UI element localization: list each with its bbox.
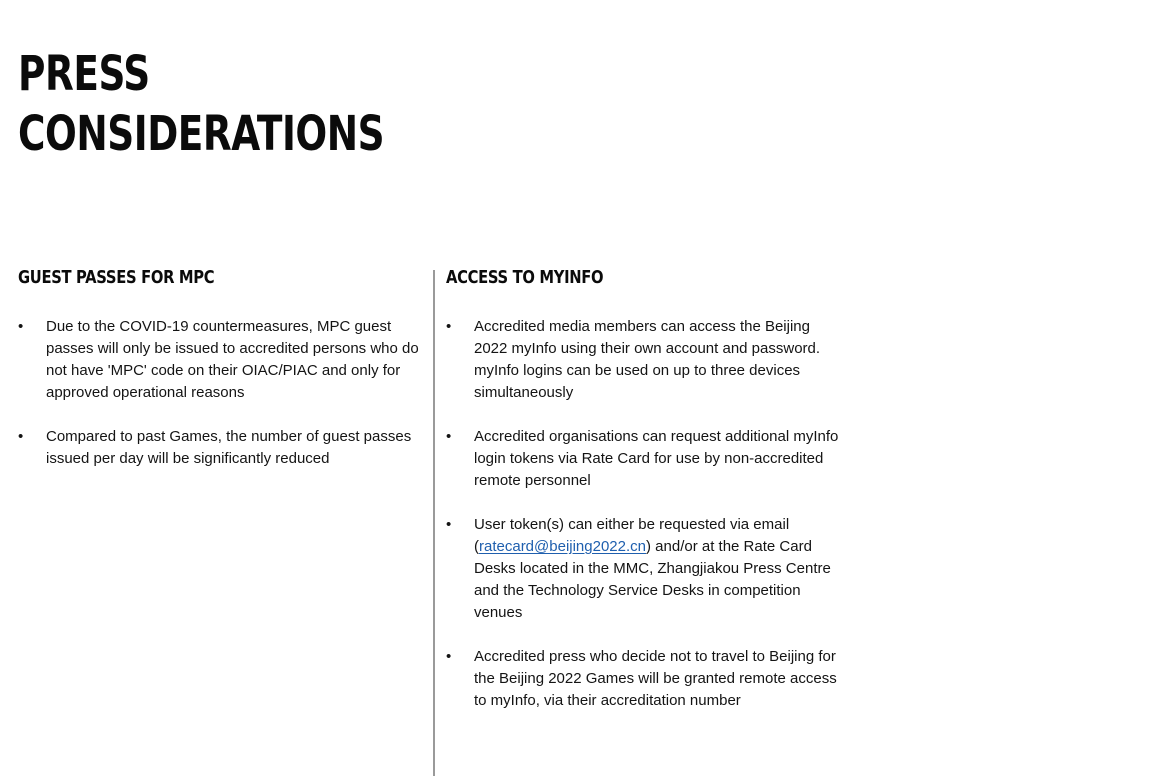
bullet-icon: • bbox=[446, 516, 452, 533]
bullet-icon: • bbox=[18, 318, 24, 335]
bullet-text-after-link: ) and/or at the Rate Card Desks located in the MMC, Zhangjiakou Press Centre and the Technology Service Desks in competition venues bbox=[474, 538, 831, 621]
list-item bbox=[446, 426, 846, 492]
bullet-text bbox=[474, 516, 831, 621]
bullet-icon: • bbox=[446, 318, 452, 335]
bullet-text: Due to the COVID-19 countermeasures, MPC guest passes will only be issued to accredited persons who do not have 'MPC' code on their OIAC/PIAC and only for approved operational reasons bbox=[46, 318, 419, 401]
ratecard-email-link[interactable]: ratecard@beijing2022.cn bbox=[479, 538, 646, 555]
guest-passes-section bbox=[18, 265, 423, 492]
myinfo-heading: ACCESS TO MYINFO bbox=[446, 267, 604, 288]
bullet-icon: • bbox=[18, 428, 24, 445]
myinfo-section bbox=[446, 265, 846, 734]
column-divider bbox=[433, 270, 435, 776]
list-item bbox=[446, 514, 846, 624]
page-title-line-1: PRESS bbox=[18, 46, 150, 102]
page-title bbox=[18, 44, 424, 164]
list-item bbox=[18, 316, 423, 404]
bullet-icon: • bbox=[446, 648, 452, 665]
bullet-text: Accredited media members can access the Beijing 2022 myInfo using their own account and password. myInfo logins can be used on up to three devices simultaneously bbox=[474, 318, 821, 401]
myinfo-list bbox=[446, 316, 846, 712]
bullet-text: Accredited press who decide not to travel to Beijing for the Beijing 2022 Games will be granted remote access to myInfo, via their accreditation number bbox=[474, 648, 837, 709]
page-title-line-2: CONSIDERATIONS bbox=[18, 106, 385, 162]
guest-passes-list bbox=[18, 316, 423, 470]
bullet-text: Compared to past Games, the number of guest passes issued per day will be significantly reduced bbox=[46, 428, 412, 467]
bullet-text-before-link: User token(s) can either be requested via email ( bbox=[474, 516, 790, 555]
list-item bbox=[446, 646, 846, 712]
bullet-icon: • bbox=[446, 428, 452, 445]
bullet-text: Accredited organisations can request additional myInfo login tokens via Rate Card for use by non-accredited remote personnel bbox=[474, 428, 839, 489]
guest-passes-heading: GUEST PASSES FOR MPC bbox=[18, 267, 215, 288]
list-item bbox=[18, 426, 423, 470]
list-item bbox=[446, 316, 846, 404]
